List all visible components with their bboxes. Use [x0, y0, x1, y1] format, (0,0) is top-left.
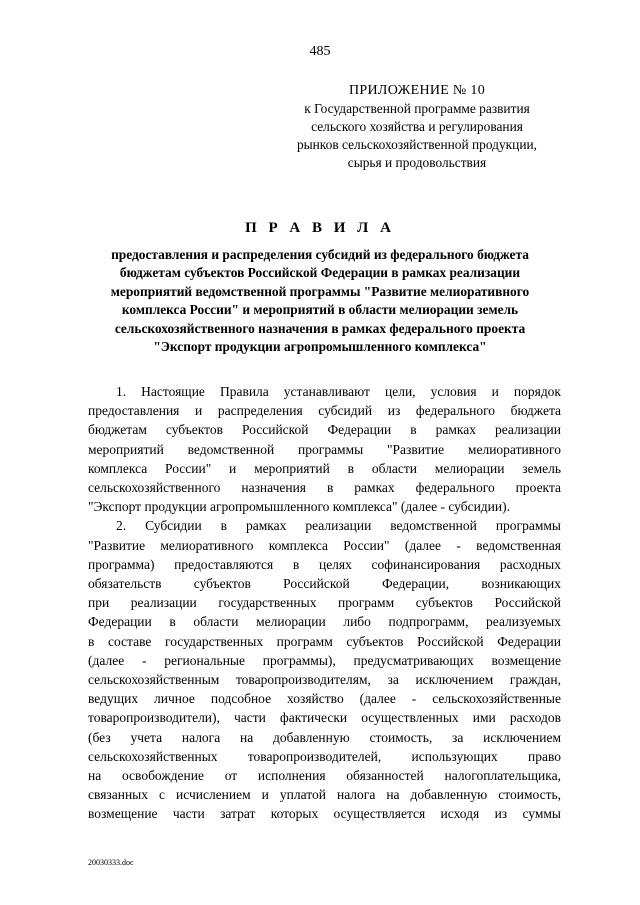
subtitle-line: мероприятий ведомственной программы "Развитие мелиоративного — [110, 283, 530, 299]
appendix-line: рынков сельскохозяйственной продукции, — [296, 137, 538, 152]
text-line: в составе государственных программ субъектов Российской Федерации — [88, 633, 561, 649]
body-text — [88, 382, 561, 824]
appendix-line: к Государственной программе развития — [304, 101, 530, 116]
text-line: "Развитие мелиоративного комплекса России" (далее - ведомственная — [88, 537, 561, 553]
text-line: (без учета налога на добавленную стоимость, за исключением — [88, 729, 561, 745]
page-number: 485 — [309, 44, 331, 59]
document-title: П Р А В И Л А — [245, 220, 395, 236]
appendix-line: сырья и продовольствия — [347, 155, 487, 170]
appendix-header — [272, 82, 562, 172]
text-line: предоставления и распределения субсидий из федерального бюджета — [88, 403, 561, 419]
paragraph-2 — [88, 516, 561, 823]
appendix-title: ПРИЛОЖЕНИЕ № 10 — [349, 83, 485, 98]
text-line: на освобождение от исполнения обязанностей налогоплательщика, — [88, 768, 561, 784]
text-line: Федерации в области мелиорации либо подпрограмм, реализуемых — [88, 614, 561, 630]
appendix-line: сельского хозяйства и регулирования — [311, 119, 523, 134]
document-subtitle — [80, 246, 560, 356]
subtitle-line: предоставления и распределения субсидий из федерального бюджета — [111, 247, 529, 262]
footer-filename: 20030333.doc — [88, 858, 134, 867]
subtitle-line: комплекса России" и мероприятий в области мелиорации земель — [121, 302, 519, 318]
text-line: возмещение части затрат которых осуществляется исходя из суммы — [88, 806, 561, 822]
text-line: комплекса России" и мероприятий в области мелиорации земель — [88, 460, 561, 476]
subtitle-line: сельскохозяйственного назначения в рамках федерального проекта — [114, 320, 526, 336]
subtitle-line: бюджетам субъектов Российской Федерации в рамках реализации — [119, 265, 521, 281]
text-line: 1. Настоящие Правила устанавливают цели, условия и порядок — [116, 384, 561, 399]
text-line: ведущих личное подсобное хозяйство (далее - сельскохозяйственные — [88, 691, 561, 707]
text-line: мероприятий ведомственной программы "Развитие мелиоративного — [88, 441, 561, 457]
paragraph-1 — [88, 382, 561, 516]
text-line: "Экспорт продукции агропромышленного комплекса" (далее - субсидии). — [88, 499, 511, 515]
text-line: 2. Субсидии в рамках реализации ведомственной программы — [116, 518, 561, 534]
text-line: при реализации государственных программ субъектов Российской — [88, 595, 561, 611]
text-line: сельскохозяйственных товаропроизводителей, использующих право — [88, 748, 561, 764]
text-line: (далее - региональные программы), предусматривающих возмещение — [88, 652, 561, 668]
text-line: обязательств субъектов Российской Федерации, возникающих — [88, 576, 561, 592]
subtitle-line: "Экспорт продукции агропромышленного комплекса" — [153, 339, 487, 355]
text-line: сельскохозяйственным товаропроизводителям, за исключением граждан, — [88, 672, 561, 688]
text-line: программа) предоставляются в целях софинансирования расходных — [88, 556, 561, 572]
text-line: бюджетам субъектов Российской Федерации в рамках реализации — [88, 422, 561, 438]
text-line: связанных с исчислением и уплатой налога на добавленную стоимость, — [88, 787, 561, 803]
text-line: товаропроизводители), части фактически осуществленных ими расходов — [88, 710, 561, 726]
text-line: сельскохозяйственного назначения в рамках федерального проекта — [88, 480, 561, 496]
